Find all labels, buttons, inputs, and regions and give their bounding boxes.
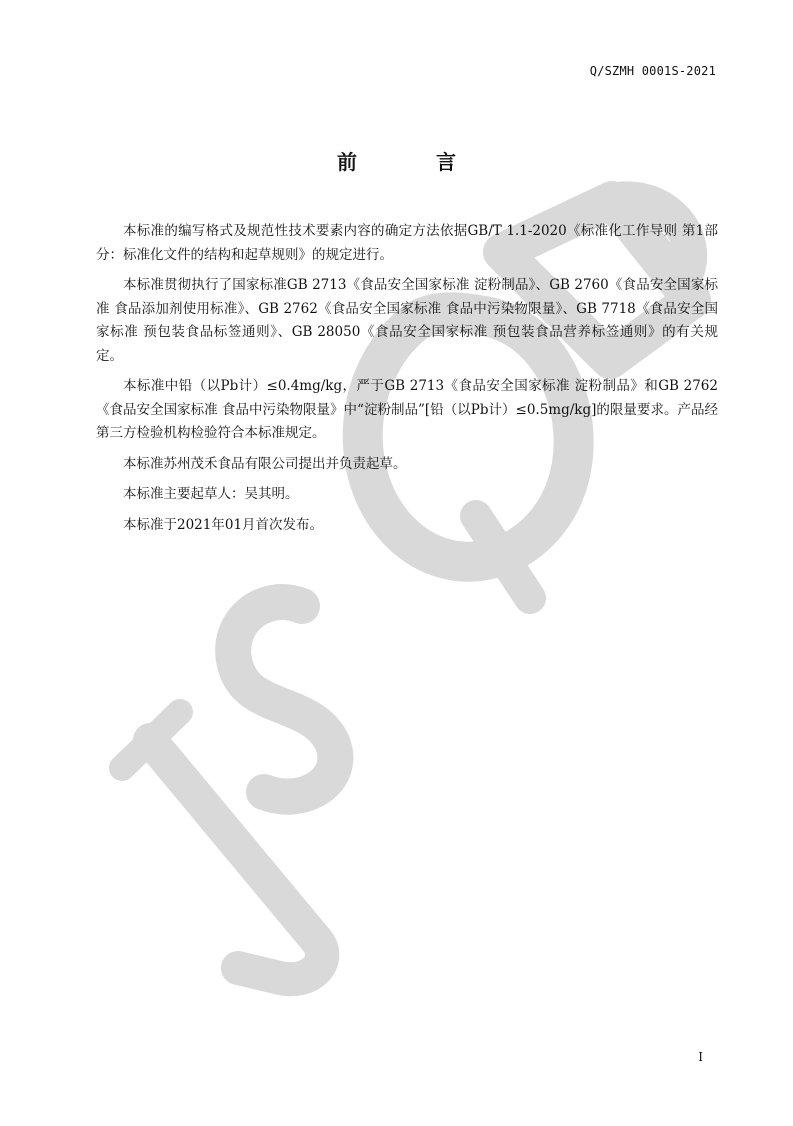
paragraph-format-basis: 本标准的编写格式及规范性技术要素内容的确定方法依据GB/T 1.1-2020《标准化工作导则 第1部分：标准化文件的结构和起草规则》的规定进行。 xyxy=(96,223,718,263)
paragraph-lead-limit: 本标准中铅（以Pb计）≤0.4mg/kg，严于GB 2713《食品安全国家标准 淀粉制品》和GB 2762《食品安全国家标准 食品中污染物限量》中“淀粉制品”[铅（以Pb计）≤0.5mg/kg]的限量要求。产品经第三方检验机构检验符合本标准规定。 xyxy=(96,378,718,441)
paragraph-drafter: 本标准主要起草人：吴其明。 xyxy=(123,486,299,502)
foreword-body xyxy=(96,220,718,544)
page-title: 前 言 xyxy=(337,150,492,174)
document-code: Q/SZMH 0001S-2021 xyxy=(589,64,716,78)
paragraph-release-date: 本标准于2021年01月首次发布。 xyxy=(123,516,324,533)
page-number: I xyxy=(698,1050,703,1064)
paragraph-national-standards: 本标准贯彻执行了国家标准GB 2713《食品安全国家标准 淀粉制品》、GB 2760《食品安全国家标准 食品添加剂使用标准》、GB 2762《食品安全国家标准 食品中污染物限量》、GB 7718《食品安全国家标准 预包装食品标签通则》、GB 28050《食品安全国家标准 预包装食品营养标签通则》的有关规定。 xyxy=(96,277,718,364)
paragraph-proposer: 本标准苏州茂禾食品有限公司提出并负责起草。 xyxy=(123,455,407,472)
